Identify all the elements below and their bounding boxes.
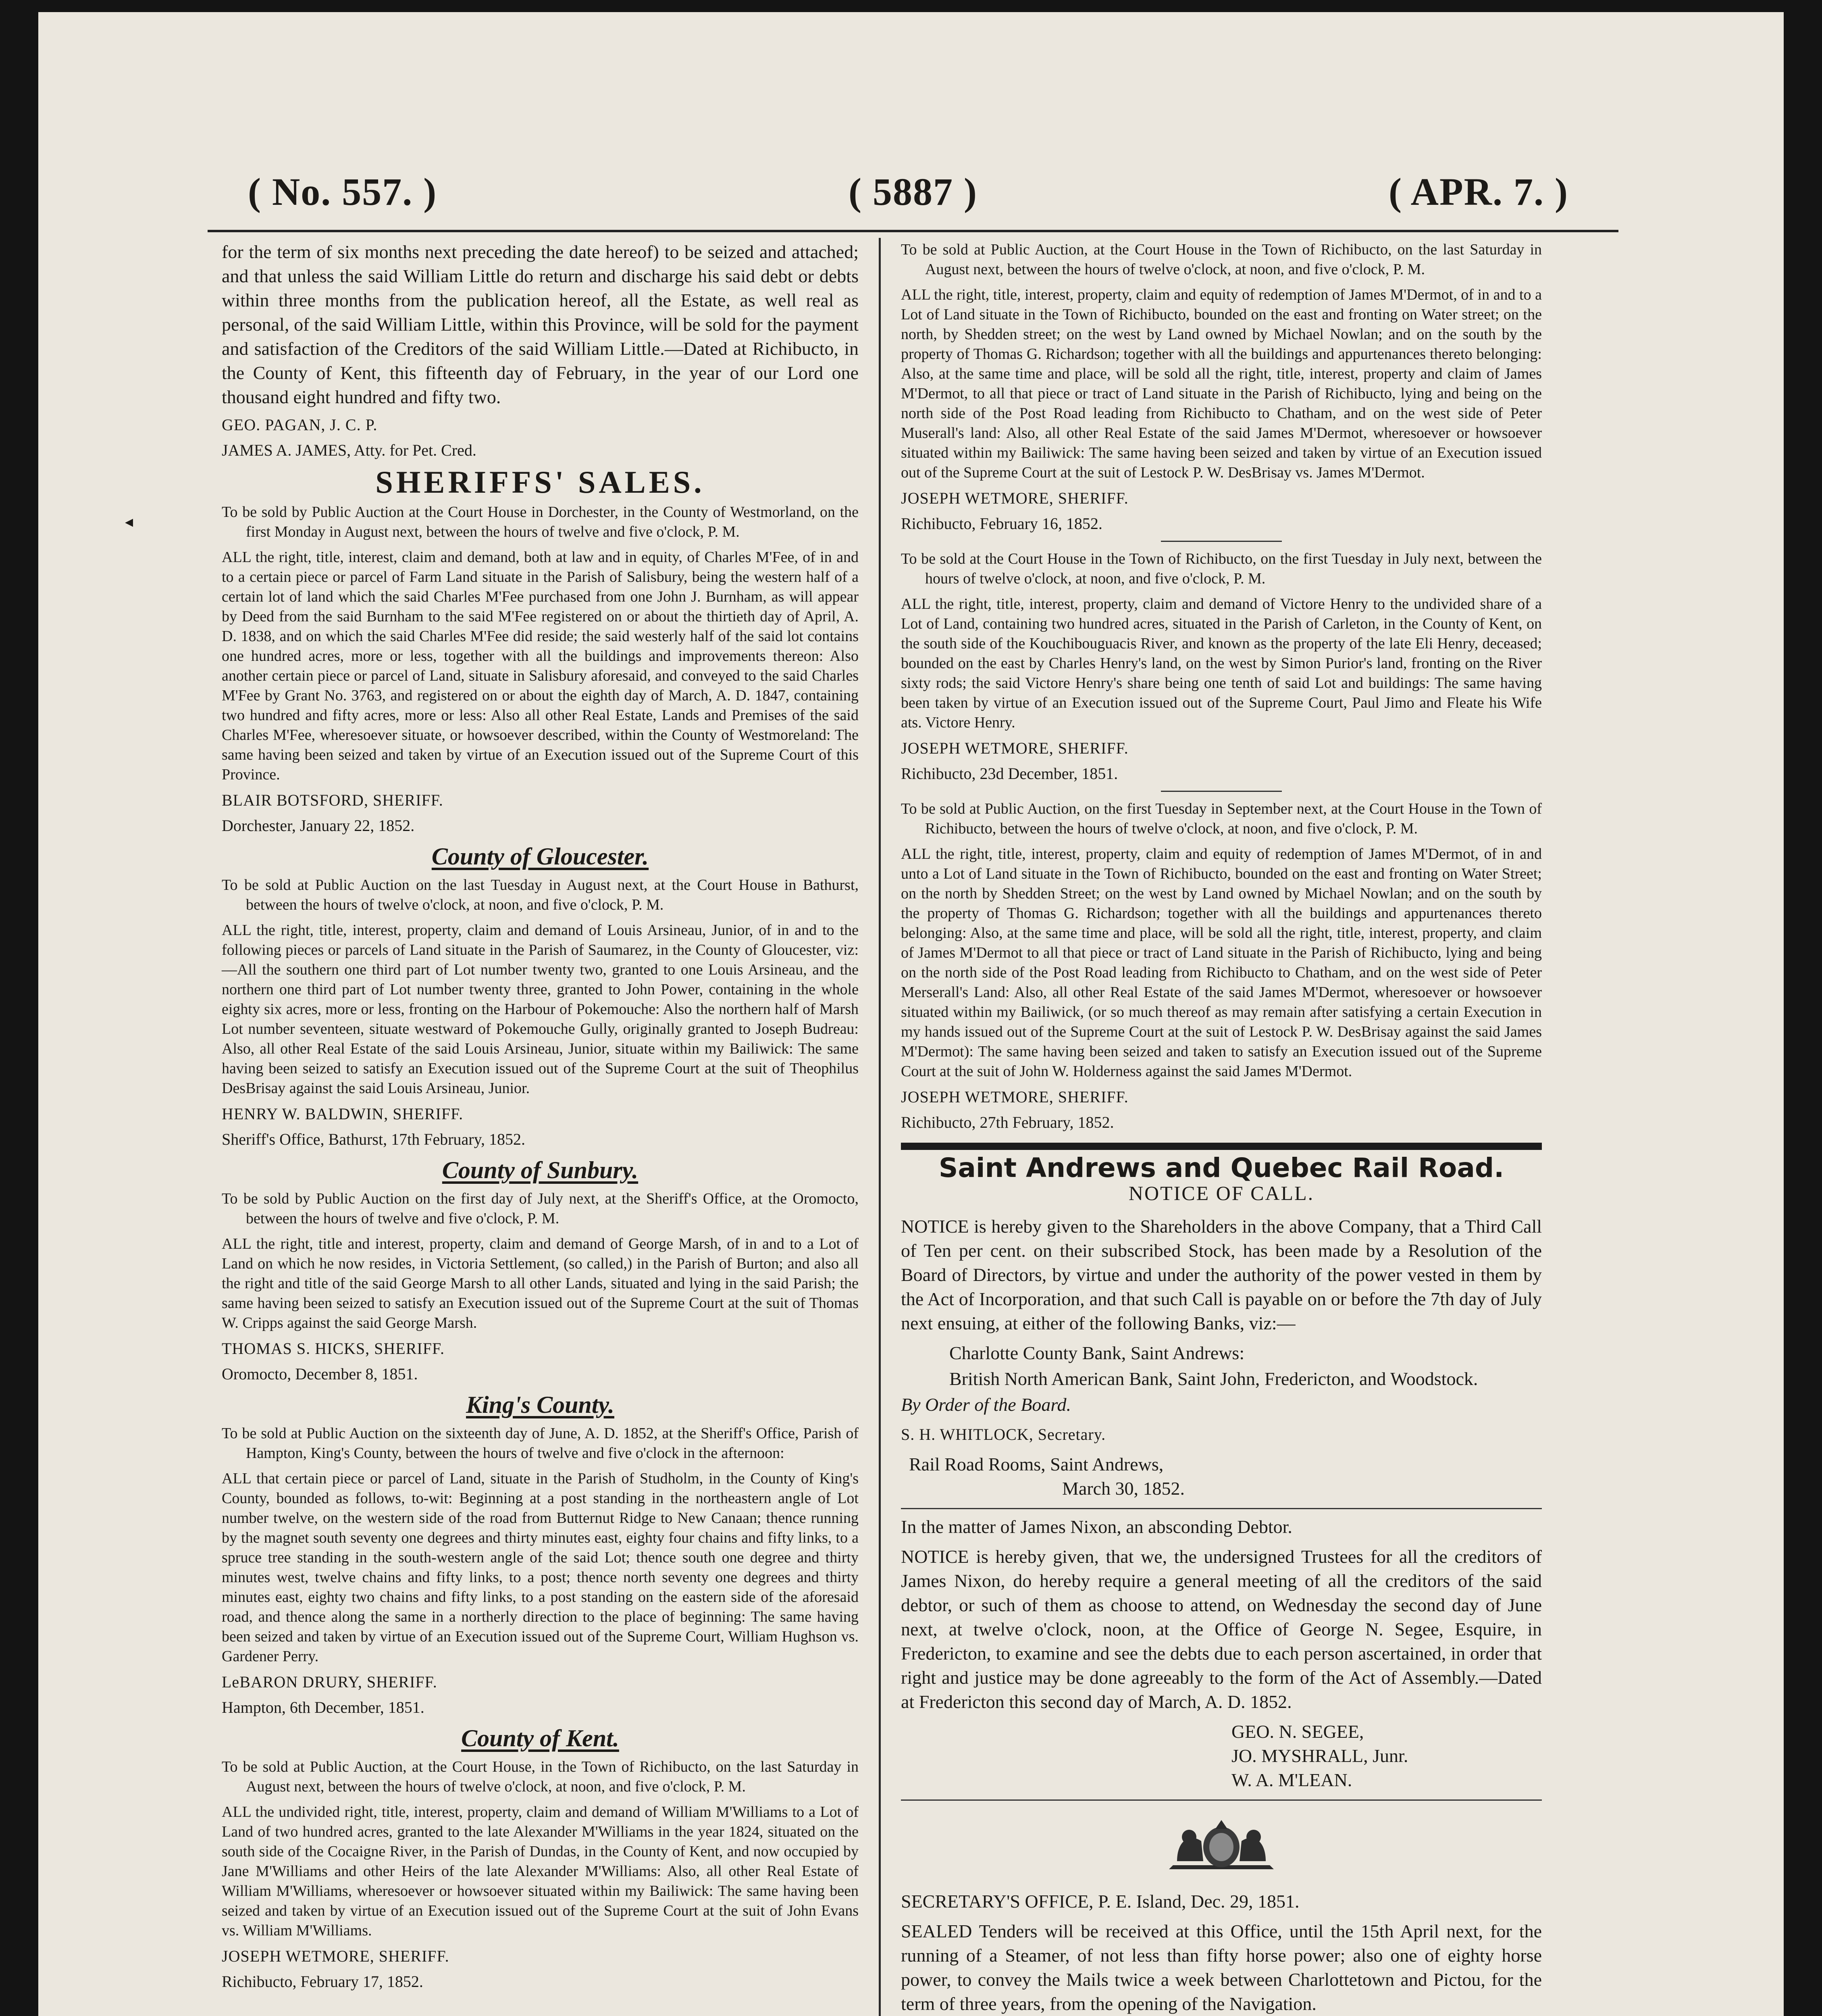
- separator-rule: [1161, 541, 1282, 542]
- notice-body: ALL the right, title, interest, property, claim and demand of Louis Arsineau, Junior, of in and to the following pieces or parcels of Land situate in the Parish of Saumarez, in the County of Gloucester, viz:—All the southern one third part of Lot number twenty two, granted to one Louis Arsineau, and the northern one third part of Lot number twenty three, granted to John Power, containing in the whole eighty six acres, more or less, fronting on the Harbour of Pokemouche: Also the northern half of Marsh Lot number seventeen, situate westward of Pokemouche Gully, originally granted to Joseph Budreau: Also, all other Real Estate of the said Louis Arsineau, Junior, situate within my Bailiwick: The same having been seized to satisfy an Execution issued out of the Supreme Court at the suit of Theophilus DesBrisay against the said Louis Arsineau, Junior.: [222, 922, 859, 1097]
- notice-body: ALL the right, title and interest, property, claim and demand of George Marsh, of in and to a Lot of Land on which he now resides, in Victoria Settlement, (so called,) in the Parish of Burton; and also all the right and title of the said George Marsh to all other Lands, situated and lying in the said Parish; the same having been seized to satisfy an Execution issued out of the Supreme Court at the suit of Thomas W. Cripps against the said George Marsh.: [222, 1235, 859, 1331]
- notice-signature: JOSEPH WETMORE, SHERIFF.: [901, 739, 1129, 757]
- notice-date: Sheriff's Office, Bathurst, 17th February, 1852.: [222, 1130, 526, 1148]
- notice-body: ALL the right, title, interest, property, claim and demand of Victore Henry to the undivided share of a Lot of Land, containing two hundred acres, situated in the Parish of Carleton, in the County of Kent, on the south side of the Kouchibouguacis River, and known as the property of the late Eli Henry, deceased; bounded on the east by Charles Henry's land, on the west by Simon Purior's land, fronting on the River sixty rods; the said Victore Henry's share being one tenth of said Lot and buildings: The same having been taken by virtue of an Execution issued out of the Supreme Court, Paul Jimo and Fleate his Wife ats. Victore Henry.: [901, 596, 1542, 731]
- notice-intro: To be sold by Public Auction at the Court House in Dorchester, in the County of Westmorland, on the first Monday in August next, between the hours of twelve and five o'clock, P. M.: [222, 504, 859, 540]
- notice-body: ALL the right, title, interest, claim and demand, both at law and in equity, of Charles M'Fee, of in and to a certain piece or parcel of Farm Land situate in the Parish of Salisbury, being the western half of a certain lot of land which the said Charles M'Fee purchased from one John J. Burnham, as will appear by Deed from the said Burnham to the said M'Fee registered on or about the thirtieth day of April, A. D. 1838, and on which the said Charles M'Fee did reside; the said westerly half of the said lot contains one hundred acres, more or less, together with all the buildings and improvements thereon: Also another certain piece or parcel of Land, situate in Salisbury aforesaid, and conveyed to the said Charles M'Fee by Grant No. 3763, and registered on or about the eighth day of March, A. D. 1847, containing two hundred and fifty acres, more or less: Also all other Real Estate, Lands and Premises of the said Charles M'Fee, wheresoever situate, or howsoever described, within the County of Westmoreland: The same having been seized and taken by virtue of an Execution issued out of the Supreme Court of this Province.: [222, 549, 859, 783]
- notice-body: ALL the undivided right, title, interest, property, claim and demand of William M'Williams to a Lot of Land of two hundred acres, granted to the late Alexander M'Williams in the year 1824, situated on the south side of the Cocaigne River, in the Parish of Dundas, in the County of Kent, and now occupied by Jane M'Williams and other Heirs of the late Alexander M'Williams: Also, all other Real Estate of William M'Williams, wheresoever or howsoever situated within my Bailiwick: The same having been seized and taken by virtue of an Execution issued out of the Supreme Court at the suit of John Evans vs. William M'Williams.: [222, 1804, 859, 1939]
- notice-intro: To be sold at Public Auction, at the Court House, in the Town of Richibucto, on the last Saturday in August next, between the hours of twelve o'clock, at noon, and five o'clock, P. M.: [222, 1758, 859, 1795]
- notice-date: Richibucto, February 17, 1852.: [222, 1972, 423, 1991]
- trustee-name: JO. MYSHRALL, Junr.: [1231, 1745, 1408, 1766]
- bank-line: British North American Bank, Saint John, Fredericton, and Woodstock.: [949, 1368, 1478, 1389]
- notice-date: Richibucto, February 16, 1852.: [901, 514, 1102, 533]
- notice-intro: To be sold at Public Auction on the last Tuesday in August next, at the Court House in Bathurst, between the hours of twelve o'clock, at noon, and five o'clock, P. M.: [222, 877, 859, 913]
- notice-intro: To be sold at Public Auction, at the Court House in the Town of Richibucto, on the last Saturday in August next, between the hours of twelve o'clock, at noon, and five o'clock, P. M.: [901, 241, 1542, 278]
- notice-signature: LeBARON DRURY, SHERIFF.: [222, 1673, 437, 1691]
- separator-rule: [1161, 791, 1282, 792]
- issue-date: ( APR. 7. ): [1389, 170, 1568, 213]
- notice-intro: To be sold at Public Auction, on the first Tuesday in September next, at the Court House in the Town of Richibucto, between the hours of twelve o'clock, at noon, and five o'clock, P. M.: [901, 800, 1542, 837]
- separator-rule: [901, 1508, 1542, 1509]
- notice-date: Hampton, 6th December, 1851.: [222, 1698, 424, 1716]
- notice-of-call-subheading: NOTICE OF CALL.: [1128, 1182, 1315, 1204]
- sheriffs-sales-heading: SHERIFFS' SALES.: [375, 464, 705, 500]
- nixon-heading: In the matter of James Nixon, an absconding Debtor.: [901, 1516, 1292, 1537]
- county-gloucester-heading: County of Gloucester.: [431, 843, 649, 870]
- notice-intro: To be sold by Public Auction on the first day of July next, at the Sheriff's Office, at the Oromocto, between the hours of twelve and five o'clock, P. M.: [222, 1190, 859, 1227]
- notice-signature: BLAIR BOTSFORD, SHERIFF.: [222, 791, 443, 809]
- right-column: [901, 240, 1542, 2016]
- thick-rule: [901, 1143, 1542, 1150]
- newspaper-page: [38, 12, 1784, 2016]
- notice-signature: THOMAS S. HICKS, SHERIFF.: [222, 1339, 445, 1358]
- notice-signature: JOSEPH WETMORE, SHERIFF.: [901, 489, 1129, 507]
- notice-date: Dorchester, January 22, 1852.: [222, 816, 415, 835]
- royal-arms-icon: [1161, 1817, 1282, 1877]
- notice-signature: JOSEPH WETMORE, SHERIFF.: [901, 1088, 1129, 1106]
- railroad-heading: Saint Andrews and Quebec Rail Road.: [938, 1152, 1504, 1183]
- notice-body: ALL the right, title, interest, property, claim and equity of redemption of James M'Dermot, of in and unto a Lot of Land situate in the Town of Richibucto, bounded on the east and fronting on Water Street; on the north by Shedden Street; on the west by Land owned by Michael Nowlan; and on the south by the property of Thomas G. Richardson; together with all the buildings and appurtenances thereto belonging: Also, at the same time and place, will be sold all the right, title, interest, property, and claim of James M'Dermot to all that piece or tract of Land situate in the Parish of Richibucto, lying and being on the north side of the Post Road leading from Richibucto to Chatham, and on the west side of Peter Merserall's Land: Also, all other Real Estate of the said James M'Dermot, wheresoever or howsoever situated within my Bailiwick, (or so much thereof as may remain after satisfying a certain Execution in my hands issued out of the Supreme Court at the suit of Lestock P. W. DesBrisay against the said James M'Dermot): The same having been seized and taken to satisfy an Execution issued out of the Supreme Court at the suit of John W. Holderness against the said James M'Dermot.: [901, 846, 1542, 1080]
- railroad-signature: S. H. WHITLOCK, Secretary.: [901, 1425, 1106, 1443]
- issue-number: ( No. 557. ): [248, 170, 437, 213]
- railroad-date: March 30, 1852.: [1062, 1478, 1185, 1499]
- notice-date: Oromocto, December 8, 1851.: [222, 1365, 418, 1383]
- nixon-notice-body: NOTICE is hereby given, that we, the undersigned Trustees for all the creditors of James Nixon, do hereby require a general meeting of all the creditors of the said debtor, or such of them as choose to attend, on Wednesday the second day of June next, at twelve o'clock, noon, at the Office of George N. Segee, Esquire, in Fredericton, to examine and see the debts due to each person ascertained, in order that right and justice may be done agreeably to the form of the Act of Assembly.—Dated at Fredericton this second day of March, A. D. 1852.: [901, 1546, 1542, 1712]
- county-kent-heading: County of Kent.: [461, 1725, 619, 1752]
- trustee-name: GEO. N. SEGEE,: [1231, 1721, 1364, 1742]
- header-rule: [208, 230, 1618, 232]
- bank-line: Charlotte County Bank, Saint Andrews:: [949, 1343, 1245, 1363]
- trustee-name: W. A. M'LEAN.: [1231, 1770, 1352, 1790]
- left-column: [222, 240, 859, 1997]
- notice-intro: To be sold at Public Auction on the sixteenth day of June, A. D. 1852, at the Sheriff's Office, Parish of Hampton, King's County, between the hours of twelve and five o'clock in the afternoon:: [222, 1425, 859, 1462]
- notice-body: ALL that certain piece or parcel of Land, situate in the Parish of Studholm, in the County of King's County, bounded as follows, to-wit: Beginning at a post standing in the northeastern angle of Lot number twelve, on the western side of the road from Butternut Ridge to New Canaan; thence running by the magnet south seventy one degrees and thirty minutes east, eighty four chains and fifty links, to a spruce tree standing in the south-western angle of the said Lot; thence south one degree and thirty minutes west, twelve chains and fifty links, to a post; thence north seventy one degrees and thirty minutes east, eighty two chains and fifty links, to a post standing on the eastern side of the aforesaid road, and thence along the same in a northerly direction to the place of beginning: The same having been seized and taken by virtue of an Execution issued out of the Supreme Court, William Hughson vs. Gardener Perry.: [222, 1470, 859, 1665]
- notice-signature: JOSEPH WETMORE, SHERIFF.: [222, 1947, 449, 1965]
- tender-notice-body: SEALED Tenders will be received at this Office, until the 15th April next, for the running of a Steamer, of not less than fifty horse power; also one of eighty horse power, to convey the Mails twice a week between Charlottetown and Pictou, for the term of three years, from the opening of the Navigation.: [901, 1921, 1542, 2014]
- county-sunbury-heading: County of Sunbury.: [442, 1157, 639, 1183]
- column-divider: [879, 238, 881, 2016]
- railroad-place: Rail Road Rooms, Saint Andrews,: [909, 1454, 1164, 1475]
- attorney-line: JAMES A. JAMES, Atty. for Pet. Cred.: [222, 441, 476, 459]
- kings-county-heading: King's County.: [466, 1391, 614, 1418]
- railroad-notice-body: NOTICE is hereby given to the Shareholders in the above Company, that a Third Call of Ten per cent. on their subscribed Stock, has been made by a Resolution of the Board of Directors, by virtue and under the authority of the power vested in them by the Act of Incorporation, and that such Call is payable on or before the 7th day of July next ensuing, at either of the following Banks, viz:—: [901, 1216, 1542, 1333]
- order-line: By Order of the Board.: [901, 1394, 1071, 1415]
- notice-signature: HENRY W. BALDWIN, SHERIFF.: [222, 1105, 464, 1123]
- signature-pagan: GEO. PAGAN, J. C. P.: [222, 416, 378, 434]
- page-number: ( 5887 ): [849, 170, 978, 213]
- margin-mark: ◂: [125, 512, 133, 531]
- secretary-office-heading: SECRETARY'S OFFICE, P. E. Island, Dec. 29, 1851.: [901, 1891, 1300, 1912]
- notice-body: ALL the right, title, interest, property, claim and equity of redemption of James M'Dermot, of in and to a Lot of Land situate in the Town of Richibucto, bounded on the east and fronting on Water street; on the north, by Shedden street; on the west by Land owned by Michael Nowlan; and on the south by the property of Thomas G. Richardson; together with all the buildings and appurtenances thereto belonging: Also, at the same time and place, will be sold all the right, title, interest, property and claim of James M'Dermot, to all that piece or tract of Land situate in the Parish of Richibucto, lying and being on the north side of the Post Road leading from Richibucto to Chatham, and on the west side of Peter Muserall's land: Also, all other Real Estate of the said James M'Dermot, wheresoever or howsoever situated within my Bailiwick: The same having been seized and taken by virtue of an Execution issued out of the Supreme Court at the suit of Lestock P. W. DesBrisay vs. James M'Dermot.: [901, 286, 1542, 481]
- notice-date: Richibucto, 27th February, 1852.: [901, 1113, 1114, 1131]
- separator-rule: [901, 1799, 1542, 1801]
- notice-intro: To be sold at the Court House in the Town of Richibucto, on the first Tuesday in July next, between the hours of twelve o'clock, at noon, and five o'clock, P. M.: [901, 550, 1542, 587]
- notice-date: Richibucto, 23d December, 1851.: [901, 764, 1118, 783]
- continued-notice-text: for the term of six months next preceding the date hereof) to be seized and attached; and that unless the said William Little do return and discharge his said debt or debts within three months from the publication hereof, all the Estate, as well real as personal, of the said William Little, within this Province, will be sold for the payment and satisfaction of the Creditors of the said William Little.—Dated at Richibucto, in the County of Kent, this fifteenth day of February, in the year of our Lord one thousand eight hundred and fifty two.: [222, 242, 859, 407]
